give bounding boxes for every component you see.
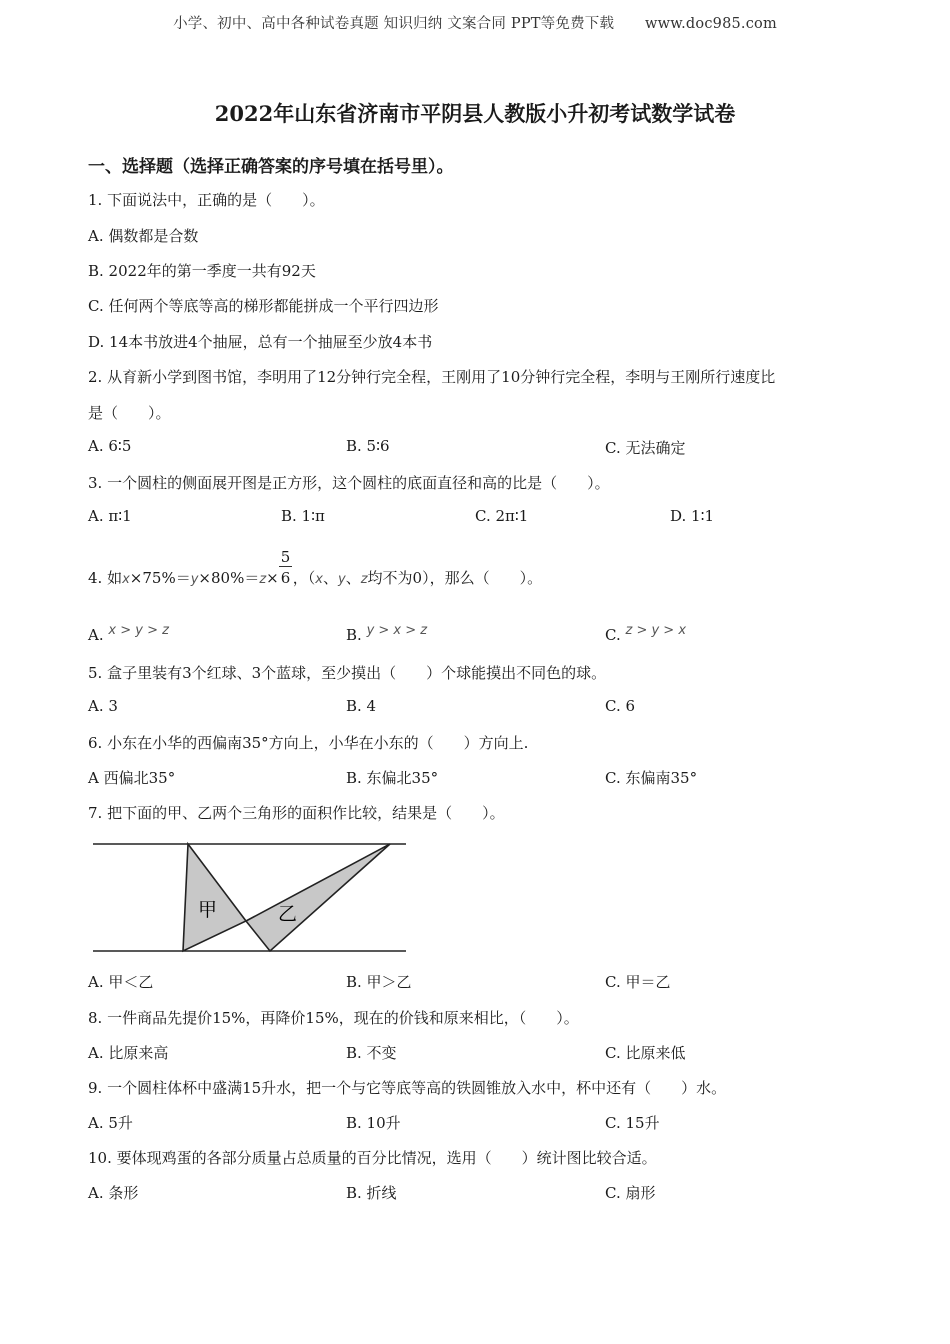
question-5-option-a[interactable]: A. 3 [88, 697, 118, 715]
question-10-stem: 10. 要体现鸡蛋的各部分质量占总质量的百分比情况，选用（ ）统计图比较合适。 [88, 1149, 657, 1167]
q4-text-3: × [266, 569, 279, 587]
q4-text-5: 、 [322, 569, 338, 587]
question-10-option-b[interactable]: B. 折线 [346, 1184, 397, 1202]
q4-text-4: ，（ [292, 569, 316, 587]
question-5-option-b[interactable]: B. 4 [346, 697, 377, 715]
question-1-option-b[interactable]: B. 2022年的第一季度一共有92天 [88, 262, 316, 280]
question-3-option-a[interactable]: A. π∶1 [88, 507, 132, 525]
page-title: 2022年山东省济南市平阴县人教版小升初考试数学试卷 [214, 101, 736, 126]
triangle-yi [246, 844, 390, 951]
q4-var-x: x [122, 572, 130, 587]
page-header [0, 12, 950, 33]
question-9-option-a[interactable]: A. 5升 [88, 1114, 133, 1132]
question-9-option-b[interactable]: B. 10升 [346, 1114, 401, 1132]
question-3-option-c[interactable]: C. 2π∶1 [475, 507, 529, 525]
question-1-option-d[interactable]: D. 14本书放进4个抽屉，总有一个抽屉至少放4本书 [88, 333, 433, 351]
question-6-option-c[interactable]: C. 东偏南35° [605, 769, 698, 787]
question-3-stem: 3. 一个圆柱的侧面展开图是正方形，这个圆柱的底面直径和高的比是（ ）。 [88, 474, 610, 492]
q4-fraction-bar [279, 566, 292, 567]
q4-fraction-denominator: 6 [280, 568, 291, 587]
q4-fraction [279, 547, 293, 587]
question-3-option-d[interactable]: D. 1∶1 [670, 507, 715, 525]
question-9-stem: 9. 一个圆柱体杯中盛满15升水，把一个与它等底等高的铁圆锥放入水中，杯中还有（ ）水。 [88, 1079, 727, 1097]
question-4-stem [88, 547, 543, 588]
question-7-option-c[interactable]: C. 甲＝乙 [605, 973, 671, 991]
triangle-yi-label: 乙 [278, 903, 298, 925]
question-6-option-a[interactable]: A 西偏北35° [88, 769, 176, 787]
question-8-option-c[interactable]: C. 比原来低 [605, 1044, 686, 1062]
q4-var-z: z [259, 572, 267, 587]
question-1-stem: 1. 下面说法中，正确的是（ ）。 [88, 191, 325, 209]
q4-text-6: 、 [345, 569, 361, 587]
question-5-option-c[interactable]: C. 6 [605, 697, 636, 715]
question-6-option-b[interactable]: B. 东偏北35° [346, 769, 439, 787]
section-heading: 一、选择题（选择正确答案的序号填在括号里）。 [88, 157, 454, 177]
q4-fraction-numerator: 5 [280, 547, 291, 566]
q4-var-y: y [190, 572, 199, 587]
question-1-option-c[interactable]: C. 任何两个等底等高的梯形都能拼成一个平行四边形 [88, 297, 439, 315]
q4-option-a-label: A. [88, 626, 104, 644]
question-10-option-a[interactable]: A. 条形 [88, 1184, 139, 1202]
q4-var-x-2: x [315, 572, 323, 587]
question-5-stem: 5. 盒子里装有3个红球、3个蓝球，至少摸出（ ）个球能摸出不同色的球。 [88, 664, 607, 682]
question-4-option-c[interactable] [605, 623, 687, 644]
q4-var-z-2: z [360, 572, 368, 587]
question-2-stem-line2: 是（ ）。 [88, 404, 171, 422]
triangle-figure [90, 838, 410, 958]
q4-option-b-label: B. [346, 626, 362, 644]
header-promo-text: 小学、初中、高中各种试卷真题 知识归纳 文案合同 PPT等免费下载 [173, 16, 615, 32]
header-site-link[interactable]: www.doc985.com [644, 16, 777, 32]
question-2-stem-line1: 2. 从育新小学到图书馆，李明用了12分钟行完全程，王刚用了10分钟行完全程，李明与王刚所行速度比 [88, 368, 776, 386]
question-7-stem: 7. 把下面的甲、乙两个三角形的面积作比较，结果是（ ）。 [88, 804, 505, 822]
question-8-stem: 8. 一件商品先提价15%，再降价15%，现在的价钱和原来相比，（ ）。 [88, 1009, 579, 1027]
q4-text-2: ×80%＝ [198, 569, 260, 587]
question-8-option-b[interactable]: B. 不变 [346, 1044, 397, 1062]
question-2-option-c[interactable]: C. 无法确定 [605, 439, 686, 457]
question-3-option-b[interactable]: B. 1∶π [281, 507, 325, 525]
triangle-jia-label: 甲 [198, 899, 218, 921]
question-4-option-a[interactable] [88, 623, 169, 644]
q4-option-c-expr: z > y > x [625, 623, 687, 638]
question-10-option-c[interactable]: C. 扇形 [605, 1184, 656, 1202]
q4-option-a-expr: x > y > z [108, 623, 169, 638]
question-7-option-a[interactable]: A. 甲＜乙 [88, 973, 154, 991]
q4-option-b-expr: y > x > z [366, 623, 428, 638]
triangle-jia [183, 844, 246, 951]
question-2-option-a[interactable]: A. 6∶5 [88, 437, 132, 455]
question-6-stem: 6. 小东在小华的西偏南35°方向上，小华在小东的（ ）方向上. [88, 734, 529, 752]
q4-text-1: ×75%＝ [129, 569, 191, 587]
question-9-option-c[interactable]: C. 15升 [605, 1114, 660, 1132]
q4-option-c-label: C. [605, 626, 621, 644]
question-8-option-a[interactable]: A. 比原来高 [88, 1044, 169, 1062]
q4-prefix: 4. 如 [88, 569, 123, 587]
question-1-option-a[interactable]: A. 偶数都是合数 [88, 227, 199, 245]
q4-text-7: 均不为0），那么（ ）。 [367, 569, 543, 587]
question-4-option-b[interactable] [346, 623, 428, 644]
question-2-option-b[interactable]: B. 5∶6 [346, 437, 390, 455]
question-7-option-b[interactable]: B. 甲＞乙 [346, 973, 412, 991]
q4-var-y-2: y [337, 572, 346, 587]
